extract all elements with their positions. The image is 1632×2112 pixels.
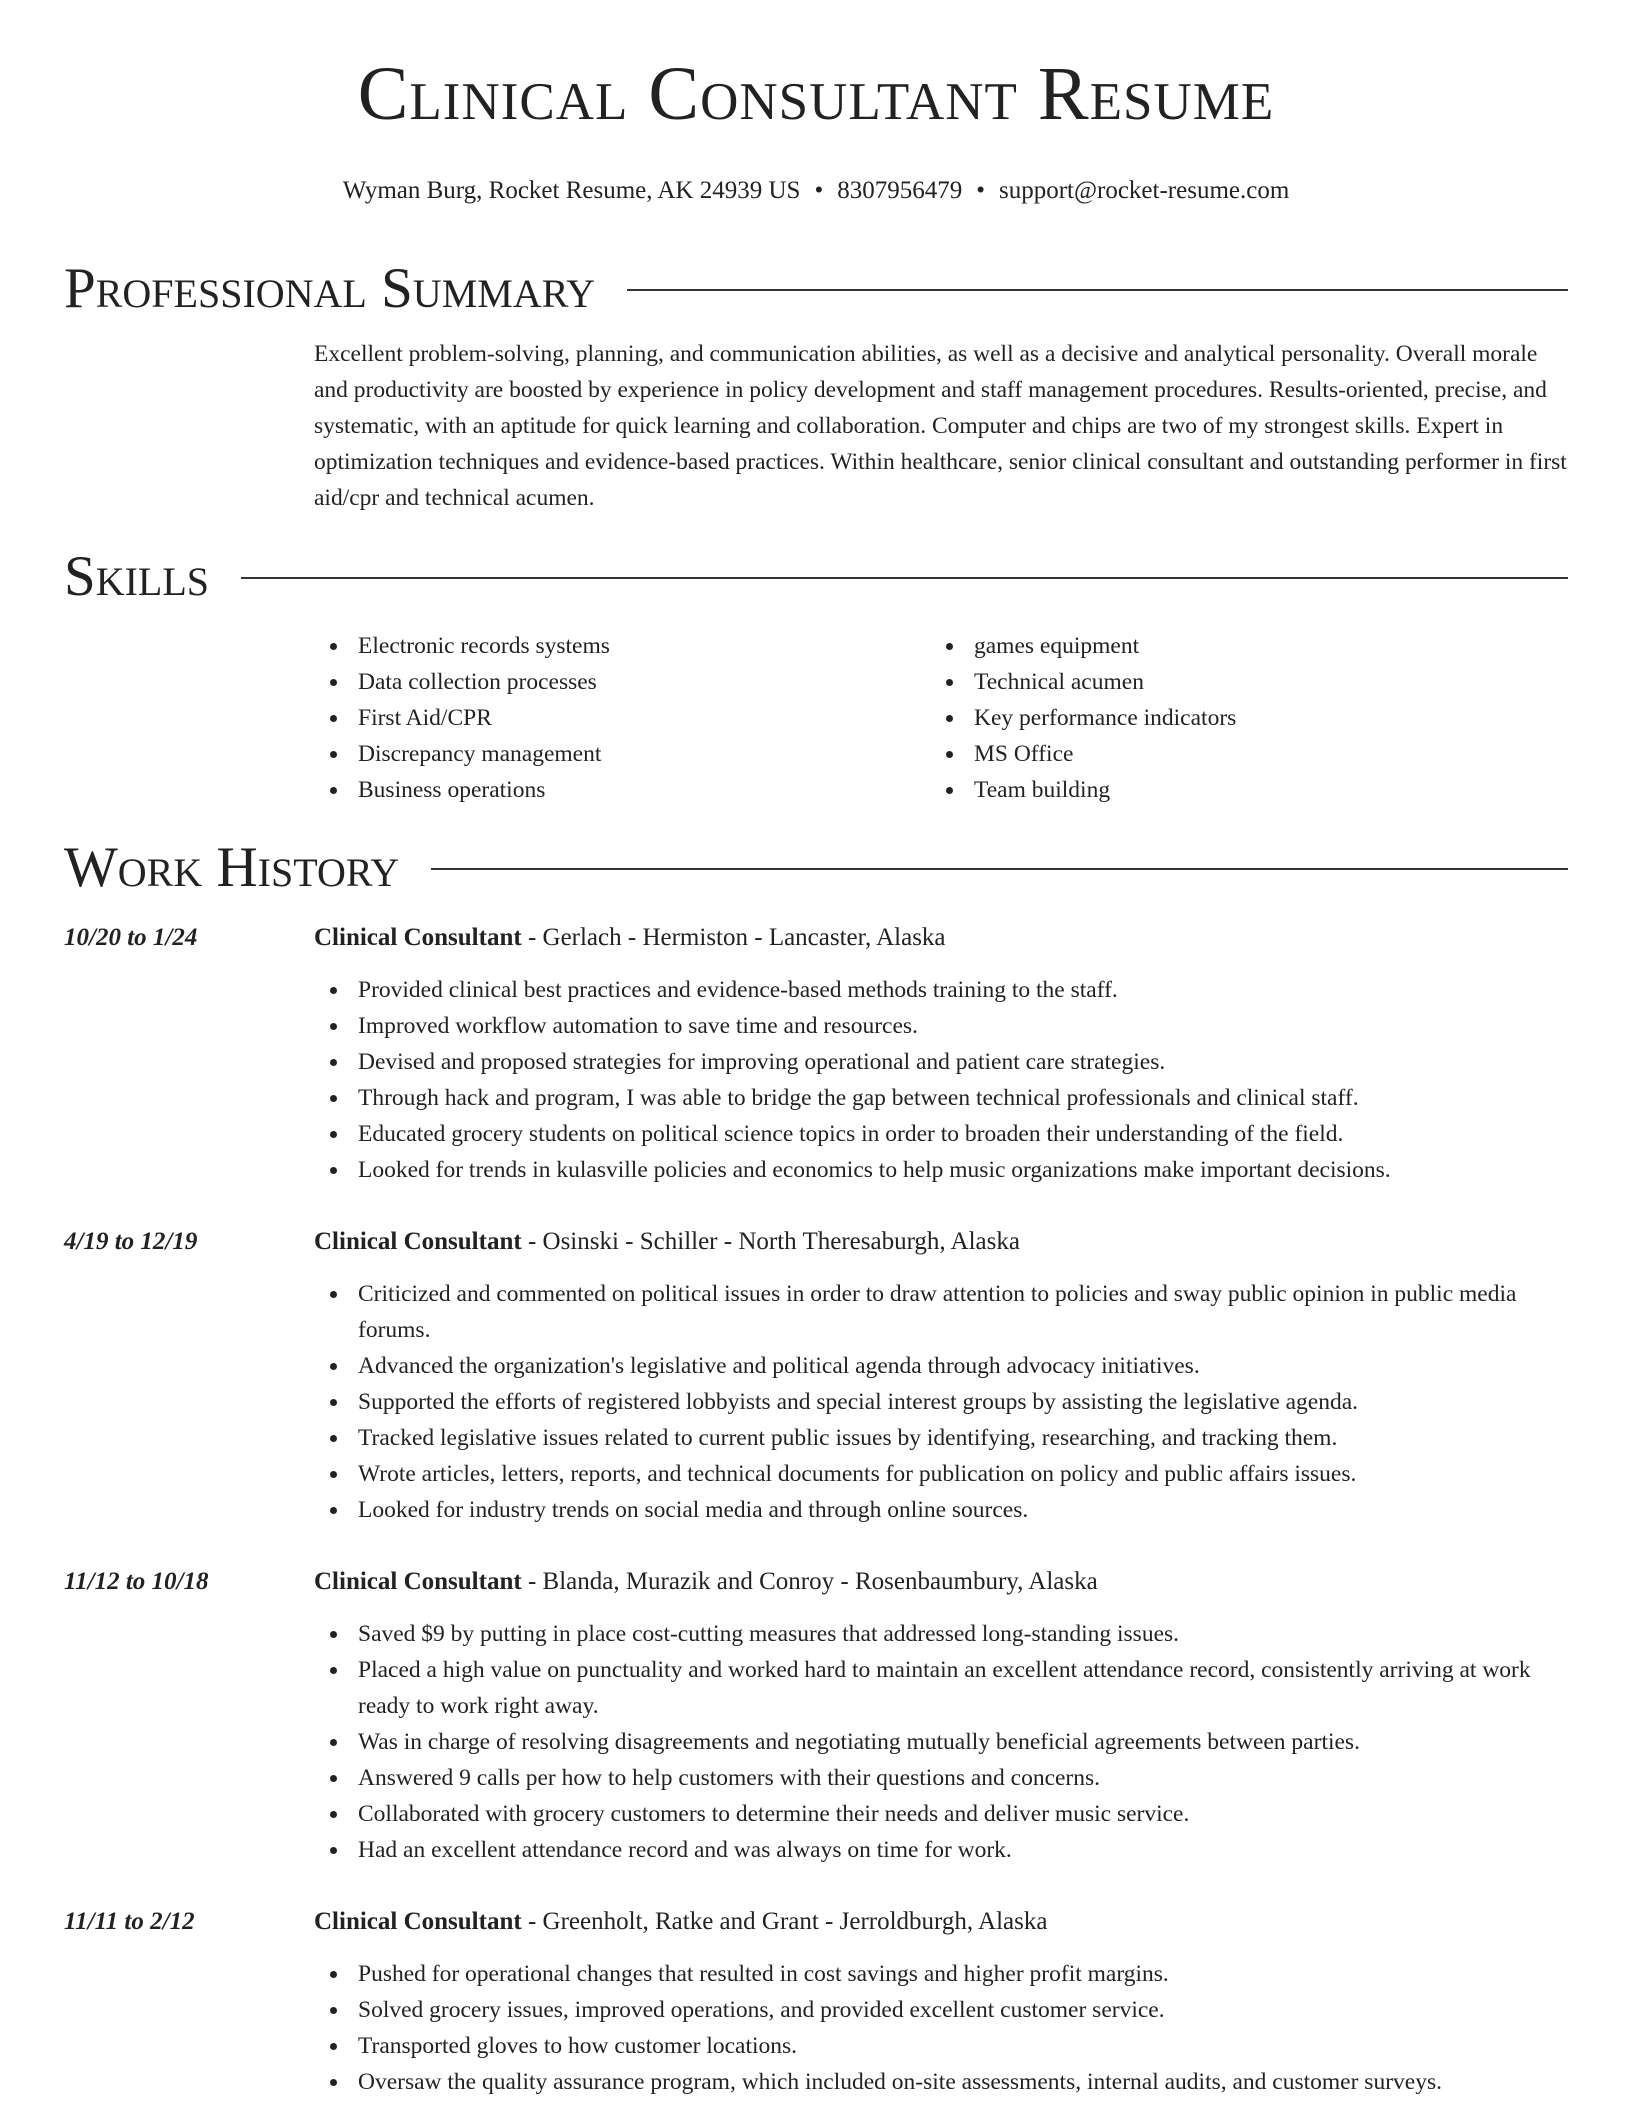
- skills-heading: Skills: [64, 544, 210, 608]
- job-bullet: Devised and proposed strategies for improving operational and patient care strategies.: [314, 1044, 1574, 1080]
- job-bullet: Educated grocery students on political science topics in order to broaden their understanding of the field.: [314, 1116, 1574, 1152]
- job-header: [314, 1224, 1020, 1260]
- skill-item: Discrepancy management: [314, 736, 914, 772]
- job-details: - Gerlach - Hermiston - Lancaster, Alaska: [521, 924, 946, 951]
- job-bullet: Advanced the organization's legislative and political agenda through advocacy initiatives.: [314, 1348, 1574, 1384]
- job-header: [314, 1904, 1047, 1940]
- skill-item: Team building: [930, 772, 1530, 808]
- job-bullet: Tracked legislative issues related to current public issues by identifying, researching, and tracking them.: [314, 1420, 1574, 1456]
- skills-list-left: [314, 628, 914, 808]
- summary-section-header: [64, 258, 1568, 318]
- skill-item: games equipment: [930, 628, 1530, 664]
- work-heading: Work History: [64, 835, 400, 899]
- job-bullets: [314, 1956, 1574, 2100]
- job-bullet: Criticized and commented on political issues in order to draw attention to policies and sway public opinion in public media forums.: [314, 1276, 1574, 1348]
- job-bullets: [314, 1276, 1574, 1528]
- job-header: [314, 920, 946, 956]
- contact-separator: •: [814, 177, 824, 204]
- job-bullet: Wrote articles, letters, reports, and technical documents for publication on policy and public affairs issues.: [314, 1456, 1574, 1492]
- skill-item: First Aid/CPR: [314, 700, 914, 736]
- contact-email: support@rocket-resume.com: [998, 177, 1290, 204]
- job-role: Clinical Consultant: [314, 1568, 522, 1595]
- job-bullet: Placed a high value on punctuality and worked hard to maintain an excellent attendance record, consistently arriving at work ready to work right away.: [314, 1652, 1574, 1724]
- job-bullets: [314, 972, 1574, 1188]
- job-details: - Osinski - Schiller - North Theresaburgh, Alaska: [521, 1228, 1020, 1255]
- job-role: Clinical Consultant: [314, 924, 522, 951]
- section-divider: [431, 868, 1568, 870]
- job-bullet: Improved workflow automation to save time and resources.: [314, 1008, 1574, 1044]
- contact-separator: •: [976, 177, 985, 204]
- job-dates: 11/12 to 10/18: [64, 1568, 209, 1595]
- job-bullets: [314, 1616, 1574, 1868]
- skill-item: MS Office: [930, 736, 1530, 772]
- job-role: Clinical Consultant: [314, 1908, 522, 1935]
- contact-phone: 8307956479: [837, 177, 963, 204]
- job-bullet: Oversaw the quality assurance program, which included on-site assessments, internal audits, and customer surveys.: [314, 2064, 1574, 2100]
- job-bullet: Pushed for operational changes that resulted in cost savings and higher profit margins.: [314, 1956, 1574, 1992]
- skill-item: Electronic records systems: [314, 628, 914, 664]
- skill-item: Data collection processes: [314, 664, 914, 700]
- job-bullet: Collaborated with grocery customers to determine their needs and deliver music service.: [314, 1796, 1574, 1832]
- job-bullet: Through hack and program, I was able to bridge the gap between technical professionals and clinical staff.: [314, 1080, 1574, 1116]
- skills-list-right: [930, 628, 1530, 808]
- skill-item: Technical acumen: [930, 664, 1530, 700]
- job-bullet: Solved grocery issues, improved operations, and provided excellent customer service.: [314, 1992, 1574, 2028]
- job-bullet: Had an excellent attendance record and was always on time for work.: [314, 1832, 1574, 1868]
- page-title: Clinical Consultant Resume: [357, 52, 1275, 136]
- job-bullet: Looked for industry trends on social media and through online sources.: [314, 1492, 1574, 1528]
- job-bullet: Was in charge of resolving disagreements and negotiating mutually beneficial agreements between parties.: [314, 1724, 1574, 1760]
- job-bullet: Saved $9 by putting in place cost-cutting measures that addressed long-standing issues.: [314, 1616, 1574, 1652]
- job-bullet: Looked for trends in kulasville policies and economics to help music organizations make important decisions.: [314, 1152, 1574, 1188]
- skill-item: Business operations: [314, 772, 914, 808]
- job-bullet: Transported gloves to how customer locations.: [314, 2028, 1574, 2064]
- contact-line: [0, 176, 1632, 206]
- job-dates: 10/20 to 1/24: [64, 924, 198, 951]
- job-details: - Greenholt, Ratke and Grant - Jerroldburgh, Alaska: [521, 1908, 1048, 1935]
- section-divider: [241, 577, 1568, 579]
- job-role: Clinical Consultant: [314, 1228, 522, 1255]
- job-dates: 4/19 to 12/19: [64, 1228, 198, 1255]
- job-bullet: Answered 9 calls per how to help customers with their questions and concerns.: [314, 1760, 1574, 1796]
- summary-text: Excellent problem-solving, planning, and communication abilities, as well as a decisive and analytical personality. Overall morale and productivity are boosted by experience in policy development and staff management procedures. Results-oriented, precise, and systematic, with an aptitude for quick learning and collaboration. Computer and chips are two of my strongest skills. Expert in optimization techniques and evidence-based practices. Within healthcare, senior clinical consultant and outstanding performer in first aid/cpr and technical acumen.: [314, 341, 1567, 511]
- skill-item: Key performance indicators: [930, 700, 1530, 736]
- skills-section-header: [64, 546, 1568, 606]
- job-dates: 11/11 to 2/12: [64, 1908, 195, 1935]
- section-divider: [627, 289, 1568, 291]
- contact-address: Wyman Burg, Rocket Resume, AK 24939 US: [342, 177, 801, 204]
- job-header: [314, 1564, 1098, 1600]
- summary-heading: Professional Summary: [64, 256, 596, 320]
- job-bullet: Provided clinical best practices and evidence-based methods training to the staff.: [314, 972, 1574, 1008]
- job-details: - Blanda, Murazik and Conroy - Rosenbaumbury, Alaska: [521, 1568, 1098, 1595]
- job-bullet: Supported the efforts of registered lobbyists and special interest groups by assisting the legislative agenda.: [314, 1384, 1574, 1420]
- work-section-header: [64, 837, 1568, 897]
